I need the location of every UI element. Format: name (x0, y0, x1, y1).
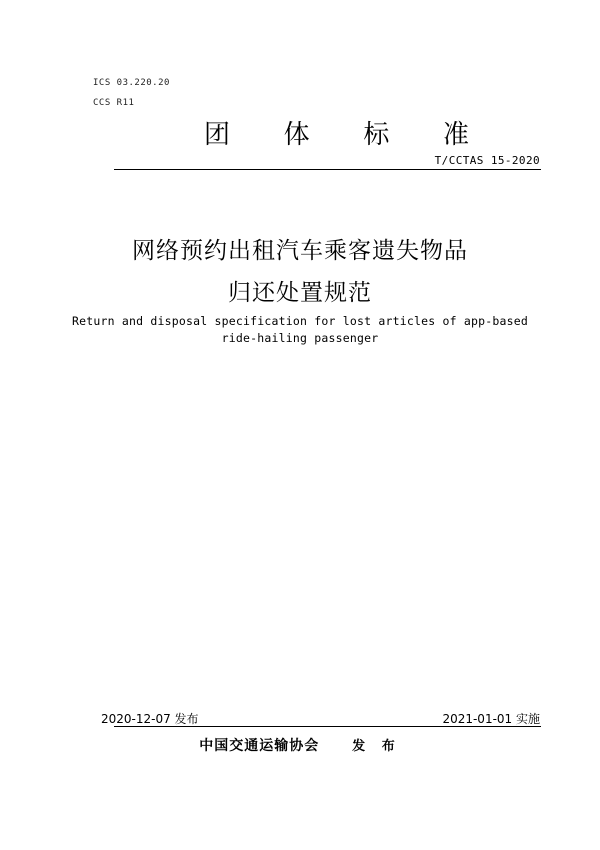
category-char: 体 (283, 120, 310, 150)
top-divider (114, 169, 541, 170)
category-char: 团 (204, 120, 231, 150)
bottom-divider (114, 726, 541, 727)
category-char: 标 (363, 120, 390, 150)
chinese-title-line-2: 归还处置规范 (228, 280, 372, 306)
publish-label: 发 布 (352, 739, 401, 754)
category-char: 准 (442, 120, 469, 150)
chinese-title-line-1: 网络预约出租汽车乘客遗失物品 (132, 238, 468, 264)
english-title-line-2: ride-hailing passenger (221, 331, 379, 345)
ics-code: ICS 03.220.20 (93, 78, 170, 88)
publisher-name: 中国交通运输协会 (199, 738, 320, 754)
implementation-date: 2021-01-01 实施 (442, 712, 540, 726)
issue-date: 2020-12-07 发布 (101, 712, 199, 726)
ccs-code: CCS R11 (93, 98, 135, 108)
publisher-row (0, 735, 600, 755)
english-title-line-1: Return and disposal specification for lost articles of app-based (72, 314, 528, 328)
standard-number: T/CCTAS 15-2020 (434, 154, 540, 167)
standard-category-title (204, 114, 469, 151)
